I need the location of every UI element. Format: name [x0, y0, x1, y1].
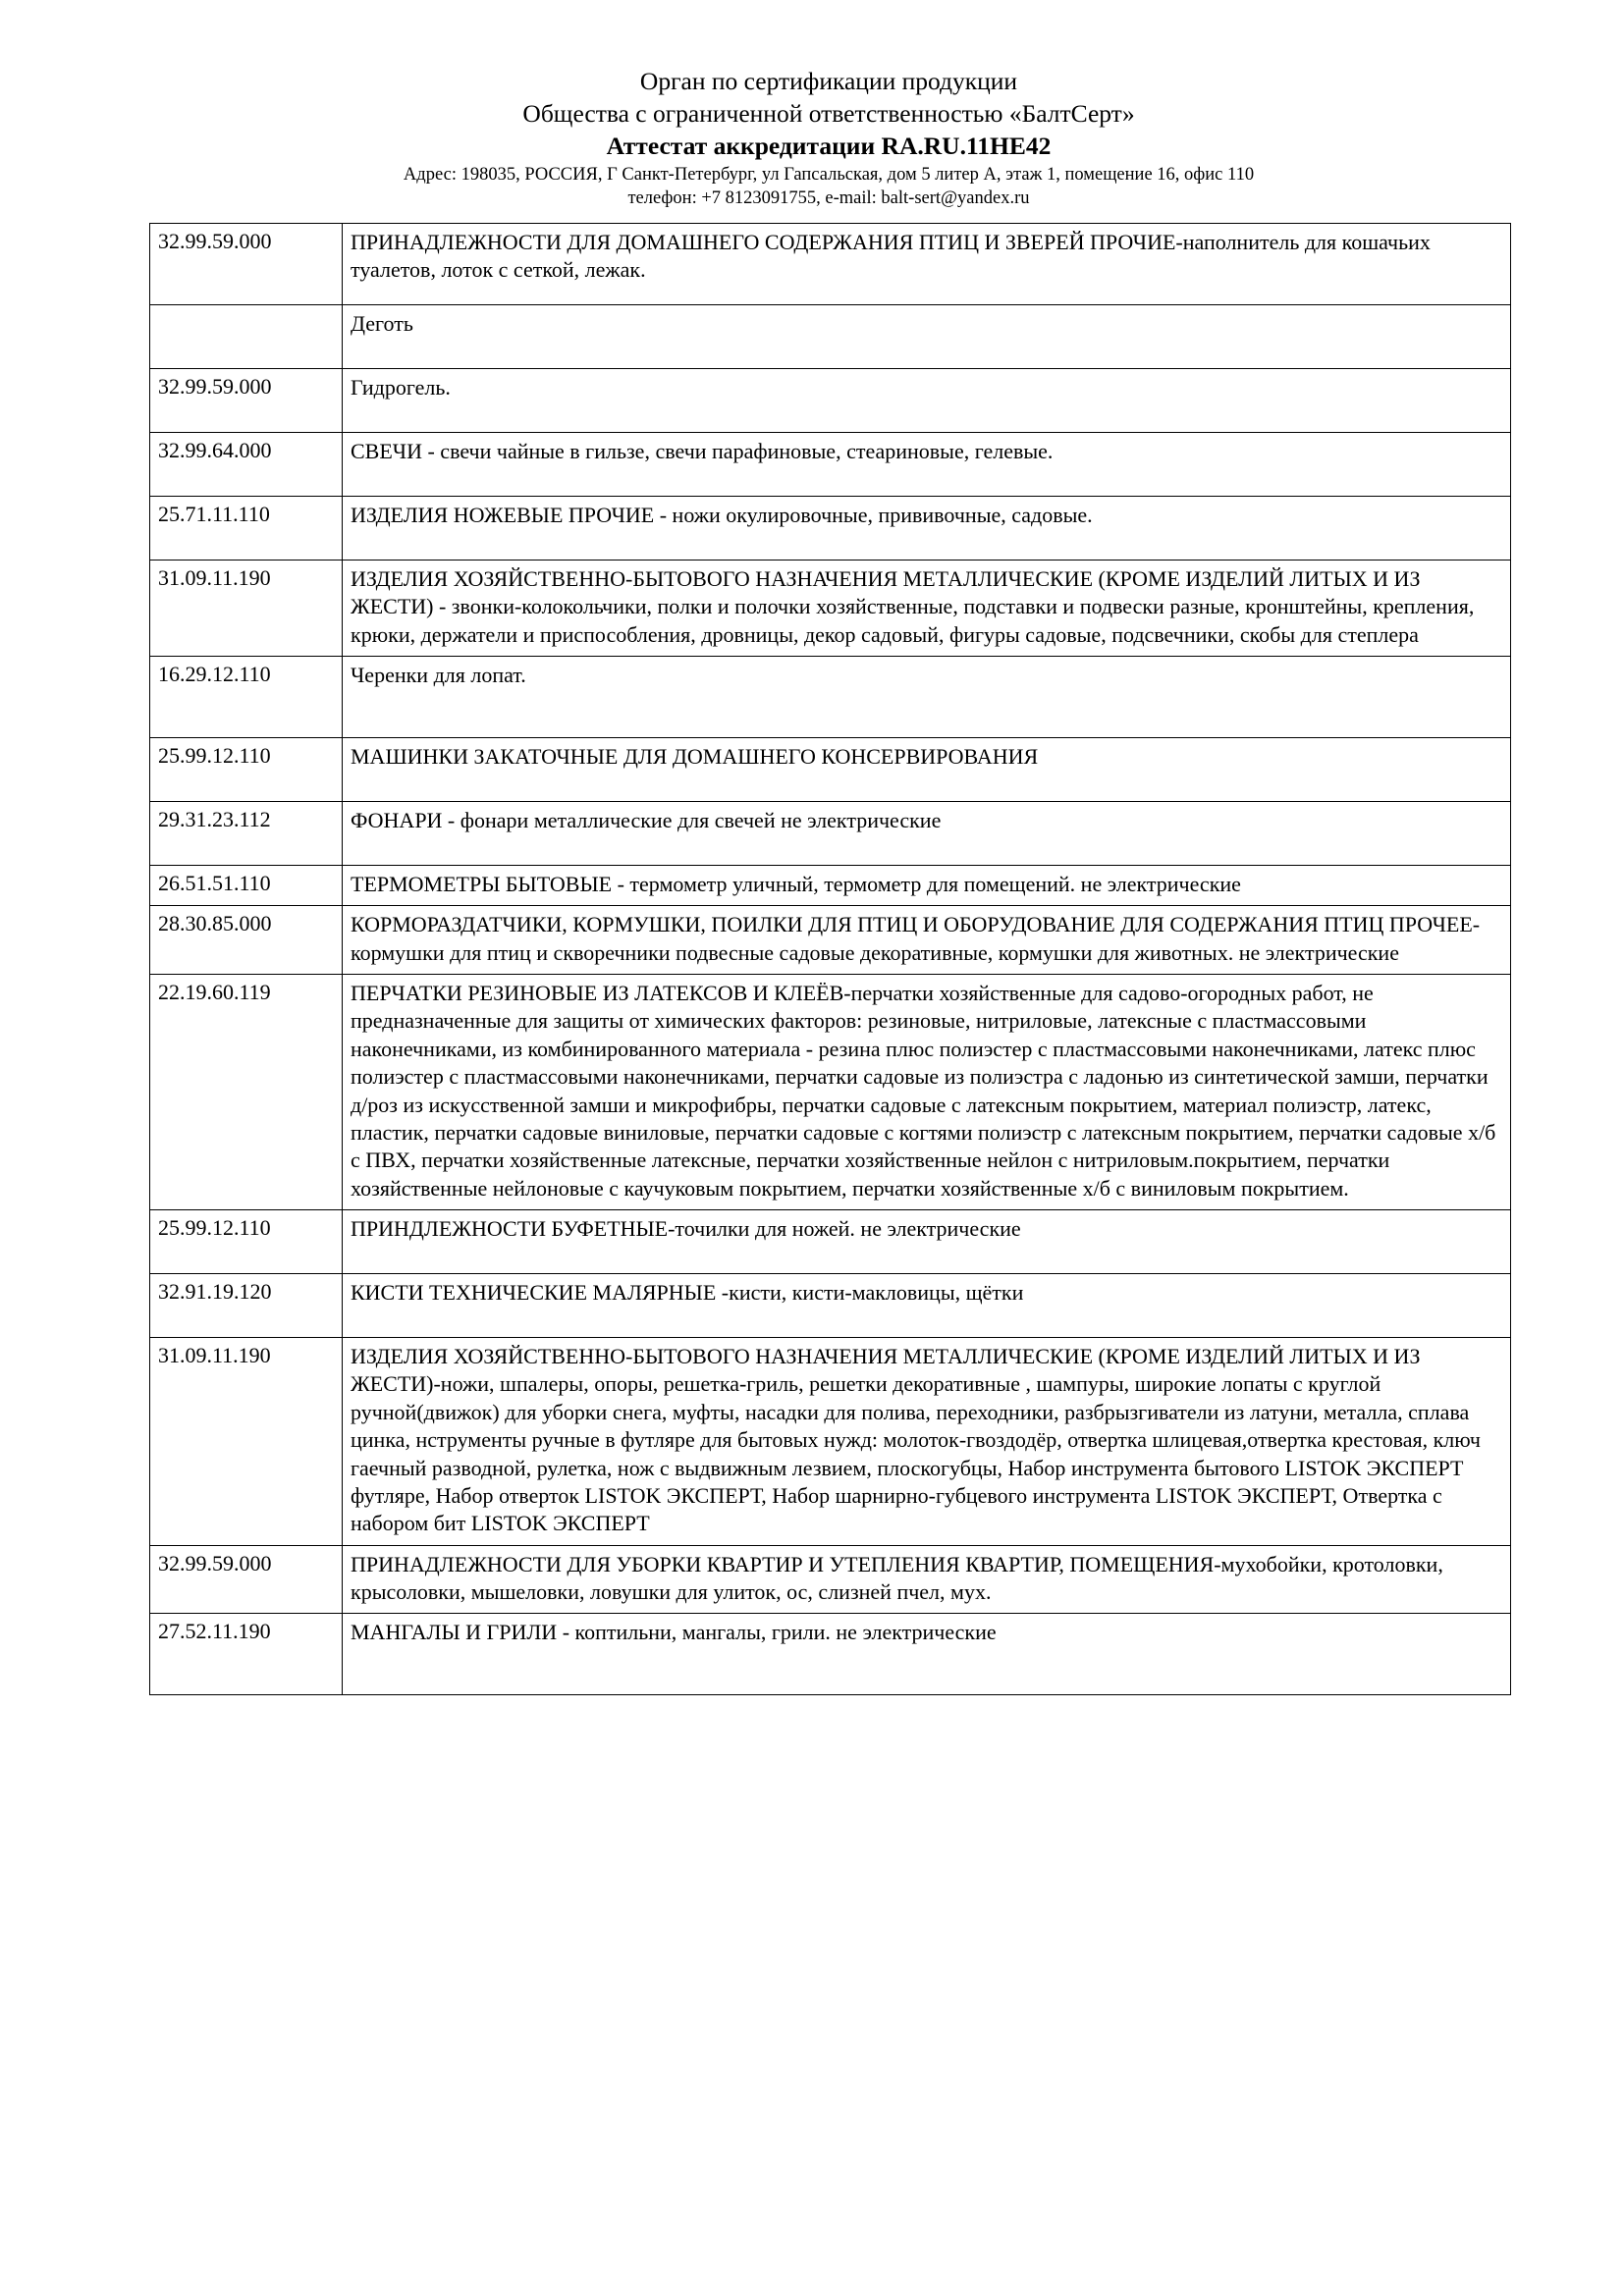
table-row: [150, 865, 1511, 905]
table-row: [150, 656, 1511, 737]
cell-code: 32.91.19.120: [150, 1274, 343, 1338]
table-row: [150, 368, 1511, 432]
cell-description: ИЗДЕЛИЯ ХОЗЯЙСТВЕННО-БЫТОВОГО НАЗНАЧЕНИЯ МЕТАЛЛИЧЕСКИЕ (КРОМЕ ИЗДЕЛИЙ ЛИТЫХ И ИЗ ЖЕСТИ) - звонки-колокольчики, полки и полочки хозяйственные, подставки и подвески разные, кронштейны, крепления, крюки, держатели и приспособления, дровницы, декор садовый, фигуры садовые, подсвечники, скобы для степлера: [343, 560, 1511, 656]
cell-code: 32.99.59.000: [150, 223, 343, 304]
header-line-contacts: телефон: +7 8123091755, e-mail: balt-sert@yandex.ru: [627, 188, 1030, 209]
cell-description: ПРИНАДЛЕЖНОСТИ ДЛЯ УБОРКИ КВАРТИР И УТЕПЛЕНИЯ КВАРТИР, ПОМЕЩЕНИЯ-мухобойки, кротоловки, крысоловки, мышеловки, ловушки для улиток, ос, слизней пчел, мух.: [343, 1545, 1511, 1614]
cell-description: ПРИНАДЛЕЖНОСТИ ДЛЯ ДОМАШНЕГО СОДЕРЖАНИЯ ПТИЦ И ЗВЕРЕЙ ПРОЧИЕ-наполнитель для кошачьих туалетов, лоток с сеткой, лежак.: [343, 223, 1511, 304]
table-row: [150, 496, 1511, 560]
cell-description: Гидрогель.: [343, 368, 1511, 432]
cell-code: [150, 304, 343, 368]
cell-code: 16.29.12.110: [150, 656, 343, 737]
table-row: [150, 737, 1511, 801]
table-row: [150, 304, 1511, 368]
header-line-organ: Орган по сертификации продукции: [639, 67, 1018, 95]
cell-code: 31.09.11.190: [150, 1338, 343, 1546]
cell-description: Черенки для лопат.: [343, 656, 1511, 737]
cell-code: 26.51.51.110: [150, 865, 343, 905]
cell-description: ФОНАРИ - фонари металлические для свечей не электрические: [343, 801, 1511, 865]
table-row: [150, 975, 1511, 1210]
table-row: [150, 1274, 1511, 1338]
cell-description: Деготь: [343, 304, 1511, 368]
cell-description: ПРИНДЛЕЖНОСТИ БУФЕТНЫЕ-точилки для ножей. не электрические: [343, 1210, 1511, 1274]
cell-code: 25.71.11.110: [150, 496, 343, 560]
table-row: [150, 1338, 1511, 1546]
products-table: [149, 223, 1511, 1696]
cell-description: КИСТИ ТЕХНИЧЕСКИЕ МАЛЯРНЫЕ -кисти, кисти-макловицы, щётки: [343, 1274, 1511, 1338]
header-line-company: Общества с ограниченной ответственностью «БалтСерт»: [522, 99, 1135, 129]
cell-code: 25.99.12.110: [150, 737, 343, 801]
header-line-address: Адрес: 198035, РОССИЯ, Г Санкт-Петербург, ул Гапсальская, дом 5 литер А, этаж 1, помещение 16, офис 110: [403, 165, 1255, 186]
table-row: [150, 906, 1511, 975]
cell-code: 32.99.59.000: [150, 368, 343, 432]
cell-description: СВЕЧИ - свечи чайные в гильзе, свечи парафиновые, стеариновые, гелевые.: [343, 432, 1511, 496]
cell-description: ИЗДЕЛИЯ ХОЗЯЙСТВЕННО-БЫТОВОГО НАЗНАЧЕНИЯ МЕТАЛЛИЧЕСКИЕ (КРОМЕ ИЗДЕЛИЙ ЛИТЫХ И ИЗ ЖЕСТИ)-ножи, шпалеры, опоры, решетка-гриль, решетки декоративные , шампуры, широкие лопаты с круглой ручной(движок) для уборки снега, муфты, насадки для полива, переходники, разбрызгиватели из латуни, металла, сплава цинка, нструменты ручные в футляре для бытовых нужд: молоток-гвоздодёр, отвертка шлицевая,отвертка крестовая, ключ гаечный разводной, рулетка, нож с выдвижным лезвием, плоскогубцы, Набор инструмента бытового LISTOK ЭКСПЕРТ футляре, Набор отверток LISTOK ЭКСПЕРТ, Набор шарнирно-губцевого инструмента LISTOK ЭКСПЕРТ, Отвертка с набором бит LISTOK ЭКСПЕРТ: [343, 1338, 1511, 1546]
cell-code: 32.99.64.000: [150, 432, 343, 496]
table-row: [150, 223, 1511, 304]
table-row: [150, 801, 1511, 865]
cell-code: 27.52.11.190: [150, 1614, 343, 1695]
table-row: [150, 1614, 1511, 1695]
table-row: [150, 1545, 1511, 1614]
cell-code: 31.09.11.190: [150, 560, 343, 656]
document-header: [149, 65, 1508, 211]
cell-description: МАНГАЛЫ И ГРИЛИ - коптильни, мангалы, грили. не электрические: [343, 1614, 1511, 1695]
cell-code: 28.30.85.000: [150, 906, 343, 975]
cell-description: ИЗДЕЛИЯ НОЖЕВЫЕ ПРОЧИЕ - ножи окулировочные, прививочные, садовые.: [343, 496, 1511, 560]
cell-code: 22.19.60.119: [150, 975, 343, 1210]
cell-description: КОРМОРАЗДАТЧИКИ, КОРМУШКИ, ПОИЛКИ ДЛЯ ПТИЦ И ОБОРУДОВАНИЕ ДЛЯ СОДЕРЖАНИЯ ПТИЦ ПРОЧЕЕ-кормушки для птиц и скворечники подвесные садовые декоративные, кормушки для животных. не электрические: [343, 906, 1511, 975]
cell-code: 29.31.23.112: [150, 801, 343, 865]
table-row: [150, 432, 1511, 496]
table-row: [150, 1210, 1511, 1274]
cell-description: ПЕРЧАТКИ РЕЗИНОВЫЕ ИЗ ЛАТЕКСОВ И КЛЕЁВ-перчатки хозяйственные для садово-огородных работ, не предназначенные для защиты от химических факторов: резиновые, нитриловые, латексные с пластмассовыми наконечниками, из комбинированного материала - резина плюс полиэстер с пластмассовыми наконечниками, латекс плюс полиэстер с пластмассовыми наконечниками, перчатки садовые из полиэстра с ладонью из синтетической замши, перчатки д/роз из искусственной замши и микрофибры, перчатки садовые с латексным покрытием, материал полиэстр, латекс, пластик, перчатки садовые виниловые, перчатки садовые с когтями полиэстр с латексным покрытием, перчатки садовые х/б с ПВХ, перчатки хозяйственные латексные, перчатки хозяйственные нейлон с нитриловым.покрытием, перчатки хозяйственные нейлоновые с каучуковым покрытием, перчатки хозяйственные х/б с виниловым покрытием.: [343, 975, 1511, 1210]
header-line-attestat: Аттестат аккредитации RA.RU.11НЕ42: [606, 132, 1052, 161]
cell-code: 25.99.12.110: [150, 1210, 343, 1274]
cell-description: МАШИНКИ ЗАКАТОЧНЫЕ ДЛЯ ДОМАШНЕГО КОНСЕРВИРОВАНИЯ: [343, 737, 1511, 801]
cell-description: ТЕРМОМЕТРЫ БЫТОВЫЕ - термометр уличный, термометр для помещений. не электрические: [343, 865, 1511, 905]
table-row: [150, 560, 1511, 656]
cell-code: 32.99.59.000: [150, 1545, 343, 1614]
